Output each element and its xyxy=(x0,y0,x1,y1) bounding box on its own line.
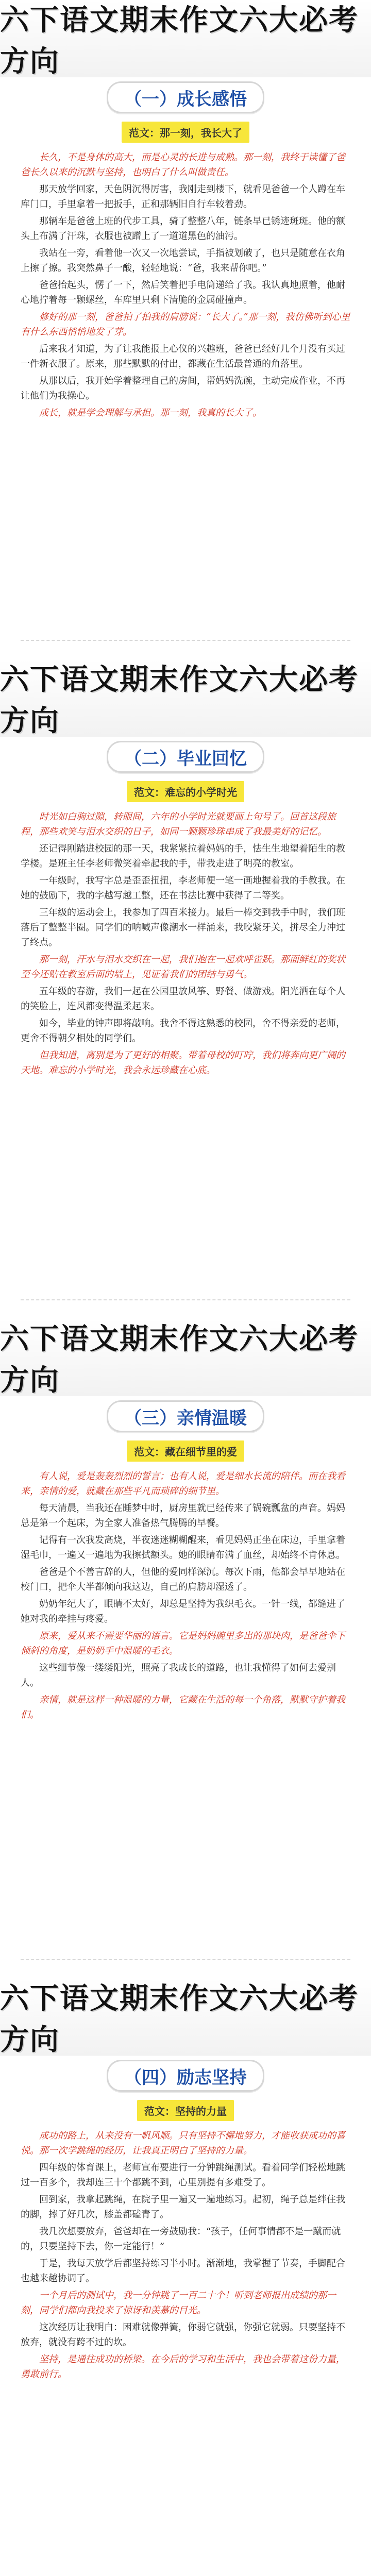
sample-essay-title: 范文：那一刻，我长大了 xyxy=(122,122,249,143)
essay-paragraph: 每天清晨，当我还在睡梦中时，厨房里就已经传来了锅碗瓢盆的声音。妈妈总是第一个起床，为全家人准备热气腾腾的早餐。 xyxy=(21,1503,345,1529)
banner-title: 六下语文期末作文六大必考方向 xyxy=(0,1323,359,1397)
essay-paragraph: 我站在一旁，看着他一次又一次地尝试，手指被划破了，也只是随意在衣角上擦了擦。我突然鼻子一酸，轻轻地说：“爸，我来帮你吧。” xyxy=(21,248,345,274)
topic-heading xyxy=(107,2060,264,2092)
section-divider xyxy=(21,1299,350,1300)
essay-paragraph: 从那以后，我开始学着整理自己的房间，帮妈妈洗碗，主动完成作业，不再让他们为我操心。 xyxy=(21,376,345,401)
topic-heading xyxy=(107,1400,264,1432)
topic-heading-label: （二）毕业回忆 xyxy=(124,748,247,769)
topic-heading-label: （三）亲情温暖 xyxy=(124,1408,247,1429)
essay-section xyxy=(0,0,371,659)
essay-paragraph: 爸爸抬起头，愣了一下，然后笑着把手电筒递给了我。我认真地照着，他耐心地拧着每一颗螺丝，车库里只剩下清脆的金属碰撞声。 xyxy=(21,280,345,306)
essay-paragraph: 那天放学回家，天色阴沉得厉害，我刚走到楼下，就看见爸爸一个人蹲在车库门口，手里拿着一把扳手，正和那辆旧自行车较着劲。 xyxy=(21,184,345,210)
essay-paragraph: 三年级的运动会上，我参加了四百米接力。最后一棒交到我手中时，我们班落后了整整半圈。同学们的呐喊声像潮水一样涌来，我咬紧牙关，拼尽全力冲过了终点。 xyxy=(21,907,345,948)
section-banner xyxy=(0,659,371,737)
essay-paragraph: 后来我才知道，为了让我能报上心仪的兴趣班，爸爸已经好几个月没有买过一件新衣服了。原来，那些默默的付出，都藏在生活最普通的角落里。 xyxy=(21,344,345,369)
essay-body xyxy=(21,2128,350,2576)
essay-paragraph: 成功的路上，从来没有一帆风顺。只有坚持不懈地努力，才能收获成功的喜悦。那一次学跳绳的经历，让我真正明白了坚持的力量。 xyxy=(21,2130,345,2156)
topic-heading-label: （四）励志坚持 xyxy=(124,2067,247,2088)
sample-title-wrap xyxy=(0,2100,371,2121)
essay-section xyxy=(0,1978,371,2576)
essay-paragraph: 这些细节像一缕缕阳光，照亮了我成长的道路，也让我懂得了如何去爱别人。 xyxy=(21,1663,336,1688)
essay-paragraph: 那一刻，汗水与泪水交织在一起，我们抱在一起欢呼雀跃。那面鲜红的奖状至今还贴在教室后面的墙上，见证着我们的团结与勇气。 xyxy=(21,954,345,980)
essay-paragraph: 但我知道，离别是为了更好的相聚。带着母校的叮咛，我们将奔向更广阔的天地。难忘的小学时光，我会永远珍藏在心底。 xyxy=(21,1050,345,1076)
banner-title: 六下语文期末作文六大必考方向 xyxy=(0,4,359,78)
sample-essay-title: 范文：难忘的小学时光 xyxy=(127,781,244,802)
essay-paragraph: 四年级的体育课上，老师宣布要进行一分钟跳绳测试。看着同学们轻松地跳过一百多个，我却连三十个都跳不到，心里别提有多难受了。 xyxy=(21,2162,345,2188)
essay-paragraph: 于是，我每天放学后都坚持练习半小时。渐渐地，我掌握了节奏，手脚配合也越来越协调了。 xyxy=(21,2258,345,2284)
topic-heading xyxy=(107,81,264,113)
essay-paragraph: 有人说，爱是轰轰烈烈的誓言；也有人说，爱是细水长流的陪伴。而在我看来，亲情的爱，就藏在那些平凡而琐碎的细节里。 xyxy=(21,1471,345,1497)
sample-essay-title: 范文：坚持的力量 xyxy=(137,2100,234,2121)
essay-paragraph: 原来，爱从来不需要华丽的语言。它是妈妈碗里多出的那块肉，是爸爸伞下倾斜的角度，是奶奶手中温暖的毛衣。 xyxy=(21,1631,345,1656)
essay-body xyxy=(21,1469,350,1933)
sample-essay-title: 范文：藏在细节里的爱 xyxy=(127,1440,244,1462)
section-divider xyxy=(21,640,350,641)
essay-section xyxy=(0,1319,371,1978)
essay-paragraph: 五年级的春游，我们一起在公园里放风筝、野餐、做游戏。阳光洒在每个人的笑脸上，连风都变得温柔起来。 xyxy=(21,986,345,1012)
section-banner xyxy=(0,1319,371,1396)
essay-paragraph: 这次经历让我明白：困难就像弹簧，你弱它就强，你强它就弱。只要坚持不放弃，就没有跨不过的坎。 xyxy=(21,2322,345,2348)
essay-paragraph: 奶奶年纪大了，眼睛不太好，却总是坚持为我织毛衣。一针一线，都缝进了她对我的牵挂与疼爱。 xyxy=(21,1599,345,1624)
essay-paragraph: 爸爸是个不善言辞的人，但他的爱同样深沉。每次下雨，他都会早早地站在校门口，把伞大半都倾向我这边，自己的肩膀却湿透了。 xyxy=(21,1567,345,1592)
sample-title-wrap xyxy=(0,1440,371,1462)
essay-paragraph: 还记得刚踏进校园的那一天，我紧紧拉着妈妈的手，怯生生地望着陌生的教学楼。是班主任李老师微笑着牵起我的手，带我走进了明亮的教室。 xyxy=(21,843,345,869)
essay-body xyxy=(21,809,350,1273)
topic-heading xyxy=(107,741,264,773)
topic-heading-label: （一）成长感悟 xyxy=(124,89,247,110)
essay-paragraph: 回到家，我拿起跳绳，在院子里一遍又一遍地练习。起初，绳子总是绊住我的脚，摔了好几次，膝盖都磕青了。 xyxy=(21,2194,345,2220)
essay-paragraph: 一个月后的测试中，我一分钟跳了一百二十个！听到老师报出成绩的那一刻，同学们都向我投来了惊讶和羡慕的目光。 xyxy=(21,2290,336,2316)
sample-title-wrap xyxy=(0,122,371,143)
essay-paragraph: 坚持，是通往成功的桥梁。在今后的学习和生活中，我也会带着这份力量，勇敢前行。 xyxy=(21,2354,345,2380)
section-banner xyxy=(0,1978,371,2056)
essay-paragraph: 修好的那一刻，爸爸拍了拍我的肩膀说：“长大了。”那一刻，我仿佛听到心里有什么东西悄悄地发了芽。 xyxy=(21,312,350,337)
essay-paragraph: 一年级时，我写字总是歪歪扭扭，李老师便一笔一画地握着我的手教我。在她的鼓励下，我的字越写越工整，还在书法比赛中获得了二等奖。 xyxy=(21,875,345,901)
essay-paragraph: 那辆车是爸爸上班的代步工具，骑了整整八年，链条早已锈迹斑斑。他的额头上布满了汗珠，衣服也被蹭上了一道道黑色的油污。 xyxy=(21,216,345,242)
essay-paragraph: 记得有一次我发高烧，半夜迷迷糊糊醒来，看见妈妈正坐在床边，手里拿着湿毛巾，一遍又一遍地为我擦拭额头。她的眼睛布满了血丝，却始终不肯休息。 xyxy=(21,1535,345,1561)
banner-title: 六下语文期末作文六大必考方向 xyxy=(0,1982,359,2057)
essay-body xyxy=(21,150,350,614)
section-divider xyxy=(21,1959,350,1960)
essay-section xyxy=(0,659,371,1319)
essay-paragraph: 长久，不是身体的高大，而是心灵的长进与成熟。那一刻，我终于读懂了爸爸长久以来的沉默与坚持，也明白了什么叫做责任。 xyxy=(21,152,345,178)
essay-paragraph: 成长，就是学会理解与承担。那一刻，我真的长大了。 xyxy=(39,408,262,418)
sample-title-wrap xyxy=(0,781,371,802)
essay-paragraph: 如今，毕业的钟声即将敲响。我舍不得这熟悉的校园，舍不得亲爱的老师，更舍不得朝夕相处的同学们。 xyxy=(21,1018,345,1044)
essay-paragraph: 亲情，就是这样一种温暖的力量，它藏在生活的每一个角落，默默守护着我们。 xyxy=(21,1694,345,1720)
section-banner xyxy=(0,0,371,77)
banner-title: 六下语文期末作文六大必考方向 xyxy=(0,663,359,738)
essay-paragraph: 我几次想要放弃，爸爸却在一旁鼓励我：“孩子，任何事情都不是一蹴而就的，只要坚持下去，你一定能行！” xyxy=(21,2226,341,2252)
essay-paragraph: 时光如白驹过隙，转眼间，六年的小学时光就要画上句号了。回首这段旅程，那些欢笑与泪水交织的日子，如同一颗颗珍珠串成了我最美好的记忆。 xyxy=(21,811,336,837)
